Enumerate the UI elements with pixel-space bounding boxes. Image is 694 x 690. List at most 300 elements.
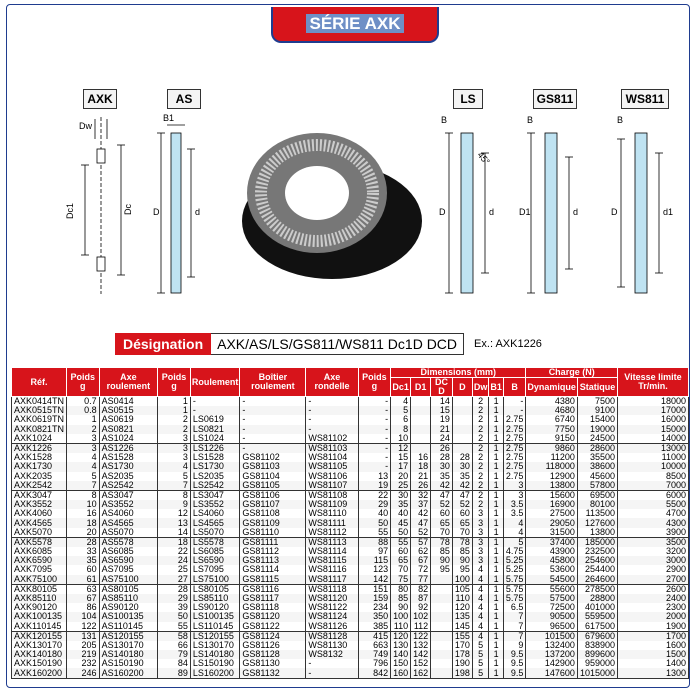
table-cell: 135 <box>452 612 472 621</box>
table-cell: 90 <box>391 603 411 612</box>
table-cell: WS8132 <box>306 650 358 659</box>
table-cell: 198 <box>452 668 472 678</box>
table-cell: 54500 <box>526 575 578 585</box>
table-cell: 2.75 <box>503 472 526 481</box>
table-cell: 7500 <box>577 397 617 407</box>
table-cell: AS0821 <box>99 425 158 434</box>
table-cell: 4700 <box>617 509 688 518</box>
table-cell <box>431 659 453 668</box>
table-cell: 232 <box>67 659 100 668</box>
table-cell: - <box>240 406 306 415</box>
table-cell: 3 <box>67 434 100 444</box>
table-cell: - <box>358 406 391 415</box>
table-cell: 102 <box>411 612 431 621</box>
table-cell: 1 <box>67 415 100 424</box>
table-cell: 178 <box>452 650 472 659</box>
table-cell: 9100 <box>577 406 617 415</box>
table-cell: AXK160200 <box>12 668 67 678</box>
table-cell: 2 <box>158 415 191 424</box>
table-cell: 1 <box>489 631 504 641</box>
table-cell: 1 <box>489 641 504 650</box>
table-cell: 32 <box>411 490 431 500</box>
table-cell: 132 <box>411 641 431 650</box>
table-cell: 105 <box>452 584 472 594</box>
table-cell: 4 <box>472 612 489 621</box>
table-body <box>12 397 689 679</box>
table-cell: - <box>358 415 391 424</box>
table-cell: AXK7095 <box>12 565 67 574</box>
table-cell: 4380 <box>526 397 578 407</box>
table-cell: GS81114 <box>240 565 306 574</box>
table-row <box>12 481 689 491</box>
table-cell <box>431 650 453 659</box>
table-cell: WS81115 <box>306 556 358 565</box>
table-cell: AS0515 <box>99 406 158 415</box>
table-cell: 60 <box>431 509 453 518</box>
table-cell: 28600 <box>577 443 617 453</box>
th-axe-roulement: Axe roulement <box>99 368 158 397</box>
table-cell: 57800 <box>577 481 617 491</box>
table-cell: LS2542 <box>190 481 240 491</box>
table-cell <box>431 668 453 678</box>
table-cell: AXK2542 <box>12 481 67 491</box>
table-cell: GS81128 <box>240 650 306 659</box>
table-cell: 350 <box>358 612 391 621</box>
table-cell: 1 <box>489 622 504 632</box>
table-cell: 31500 <box>526 528 578 538</box>
table-cell: 29050 <box>526 518 578 527</box>
table-cell: 5.75 <box>503 575 526 585</box>
table-cell <box>411 406 431 415</box>
table-cell: 2 <box>472 490 489 500</box>
table-cell <box>431 575 453 585</box>
ws811-washer <box>635 133 647 293</box>
table-cell: 1 <box>489 462 504 471</box>
table-cell: 122 <box>411 631 431 641</box>
table-cell: AXK90120 <box>12 603 67 612</box>
table-cell: AXK0619TN <box>12 415 67 424</box>
table-cell: - <box>240 425 306 434</box>
series-title <box>271 7 439 43</box>
table-cell: - <box>306 425 358 434</box>
table-cell: 7 <box>503 622 526 632</box>
table-cell: 1700 <box>617 631 688 641</box>
table-cell: 20 <box>67 528 100 538</box>
table-row <box>12 528 689 538</box>
table-cell: GS81120 <box>240 612 306 621</box>
table-cell: 15000 <box>617 425 688 434</box>
table-cell: LS2035 <box>190 472 240 481</box>
table-cell: LS5070 <box>190 528 240 538</box>
table-cell: 28 <box>158 584 191 594</box>
table-cell: 14 <box>431 397 453 407</box>
table-cell: 75 <box>391 575 411 585</box>
axk-roller-top <box>97 149 105 163</box>
table-cell: 2.75 <box>503 415 526 424</box>
table-cell: AS75100 <box>99 575 158 585</box>
table-cell: 2400 <box>617 594 688 603</box>
table-cell: 1015000 <box>577 668 617 678</box>
table-cell: WS81107 <box>306 481 358 491</box>
table-cell: 27500 <box>526 509 578 518</box>
table-cell: - <box>240 434 306 444</box>
th-dc1: Dc1 <box>391 378 411 397</box>
table-cell: 2700 <box>617 575 688 585</box>
table-cell: WS81117 <box>306 575 358 585</box>
table-cell: 842 <box>358 668 391 678</box>
table-cell: GS81105 <box>240 481 306 491</box>
table-cell: 61 <box>67 575 100 585</box>
table-cell: AXK3552 <box>12 500 67 509</box>
designation-bar <box>115 333 542 355</box>
table-cell: 101500 <box>526 631 578 641</box>
table-cell <box>452 415 472 424</box>
table-cell: 130 <box>391 641 411 650</box>
table-cell: - <box>358 462 391 471</box>
table-cell: LS1730 <box>190 462 240 471</box>
table-cell: 162 <box>411 668 431 678</box>
table-cell: AS0619 <box>99 415 158 424</box>
table-cell: 47 <box>411 518 431 527</box>
table-cell: 254400 <box>577 565 617 574</box>
dim-dc: Dc <box>123 204 133 215</box>
table-row <box>12 434 689 444</box>
table-cell: 2300 <box>617 603 688 612</box>
table-cell: AS140180 <box>99 650 158 659</box>
table-cell: 9.5 <box>503 659 526 668</box>
label-ws811: WS811 <box>621 89 669 109</box>
table-cell <box>411 415 431 424</box>
table-cell: 2 <box>472 500 489 509</box>
table-cell: 13 <box>158 518 191 527</box>
table-cell: WS81102 <box>306 434 358 444</box>
table-cell: 28 <box>431 453 453 462</box>
table-cell: 1 <box>489 434 504 444</box>
table-cell: 78 <box>431 537 453 547</box>
th-axe-rondelle: Axe rondelle <box>306 368 358 397</box>
table-cell: 749 <box>358 650 391 659</box>
table-cell <box>431 612 453 621</box>
table-cell: 30 <box>452 462 472 471</box>
table-cell: AXK150190 <box>12 659 67 668</box>
table-cell: AS4060 <box>99 509 158 518</box>
table-cell: 5.75 <box>503 584 526 594</box>
table-cell: - <box>358 397 391 407</box>
table-cell: 185000 <box>577 537 617 547</box>
table-cell: AS6085 <box>99 547 158 556</box>
table-cell: 1 <box>489 509 504 518</box>
table-cell: 123 <box>358 565 391 574</box>
table-cell: 55 <box>391 537 411 547</box>
table-cell: 13800 <box>526 481 578 491</box>
table-cell: LS1528 <box>190 453 240 462</box>
table-cell <box>452 406 472 415</box>
table-cell: AXK85110 <box>12 594 67 603</box>
table-cell: 63 <box>67 584 100 594</box>
table-cell: GS81132 <box>240 668 306 678</box>
table-cell: 234 <box>358 603 391 612</box>
table-cell: 87 <box>411 594 431 603</box>
table-cell: 5.25 <box>503 565 526 574</box>
table-cell: 2.75 <box>503 443 526 453</box>
table-cell: 67 <box>67 594 100 603</box>
table-cell: 838900 <box>577 641 617 650</box>
table-cell: 3.5 <box>503 509 526 518</box>
table-cell: LS160200 <box>190 668 240 678</box>
table-cell: 385 <box>358 622 391 632</box>
table-cell: AS100135 <box>99 612 158 621</box>
table-cell: 190 <box>452 659 472 668</box>
table-cell: 35 <box>452 472 472 481</box>
dim-gs-b: B <box>527 115 534 125</box>
table-cell: 2 <box>472 425 489 434</box>
table-cell: 1900 <box>617 622 688 632</box>
table-cell: 10 <box>391 434 411 444</box>
table-cell: 19000 <box>577 425 617 434</box>
table-cell: 2 <box>472 453 489 462</box>
table-cell <box>411 425 431 434</box>
table-cell: GS81122 <box>240 622 306 632</box>
th-poids: Poids g <box>67 368 100 397</box>
table-cell: 205 <box>67 641 100 650</box>
table-cell: LS5578 <box>190 537 240 547</box>
table-cell: - <box>306 406 358 415</box>
table-cell: LS7095 <box>190 565 240 574</box>
table-cell: 4 <box>472 603 489 612</box>
table-cell: 26 <box>431 443 453 453</box>
table-cell: 1 <box>489 556 504 565</box>
table-cell: 8 <box>391 425 411 434</box>
table-cell: 95 <box>452 565 472 574</box>
table-cell: 35 <box>391 500 411 509</box>
table-cell: 4 <box>67 453 100 462</box>
table-cell: 2 <box>67 425 100 434</box>
table-cell: 4 <box>472 584 489 594</box>
table-cell: 131 <box>67 631 100 641</box>
table-cell: 77 <box>411 575 431 585</box>
table-cell: 147600 <box>526 668 578 678</box>
th-dynamique: Dynamique <box>526 378 578 397</box>
table-cell: GS81107 <box>240 500 306 509</box>
table-cell: 3200 <box>617 547 688 556</box>
table-cell <box>452 425 472 434</box>
table-cell: 110 <box>452 594 472 603</box>
table-cell: 12 <box>158 509 191 518</box>
table-cell: 96500 <box>526 622 578 632</box>
table-cell: 27 <box>158 575 191 585</box>
table-cell: 7 <box>67 481 100 491</box>
table-cell: AXK4060 <box>12 509 67 518</box>
table-cell: 100 <box>391 612 411 621</box>
table-cell: 55 <box>158 622 191 632</box>
th-dimensions: Dimensions (mm) <box>391 368 526 378</box>
designation-label: Désignation <box>115 333 211 355</box>
th-d1: D1 <box>411 378 431 397</box>
table-cell: 29 <box>358 500 391 509</box>
table-cell: - <box>240 415 306 424</box>
table-cell: 29 <box>158 594 191 603</box>
table-cell: 72 <box>411 565 431 574</box>
table-cell: 45800 <box>526 556 578 565</box>
table-cell: AS90120 <box>99 603 158 612</box>
table-cell: 1 <box>489 415 504 424</box>
table-cell: 2 <box>472 397 489 407</box>
table-cell: 1 <box>489 612 504 621</box>
table-cell: 60 <box>67 565 100 574</box>
table-cell: 1 <box>489 425 504 434</box>
table-cell: 12 <box>391 443 411 453</box>
table-cell: WS81104 <box>306 453 358 462</box>
table-cell: 1 <box>489 528 504 538</box>
table-cell: 4 <box>67 462 100 471</box>
table-cell: AS0414 <box>99 397 158 407</box>
table-cell: LS130170 <box>190 641 240 650</box>
table-cell <box>411 434 431 444</box>
table-cell: 43900 <box>526 547 578 556</box>
table-cell: GS81118 <box>240 603 306 612</box>
table-cell: 42 <box>452 481 472 491</box>
catalog-page <box>6 4 690 688</box>
th-vitesse: Vitesse limite Tr/min. <box>617 368 688 397</box>
table-cell: 150 <box>391 659 411 668</box>
table-cell: AS160200 <box>99 668 158 678</box>
dim-gs-d1: D1 <box>519 207 531 217</box>
table-cell: GS81110 <box>240 528 306 538</box>
table-cell: 254600 <box>577 556 617 565</box>
table-cell: 11200 <box>526 453 578 462</box>
table-cell: 5 <box>158 472 191 481</box>
dim-ws-d1: d1 <box>663 207 674 217</box>
table-cell: 84 <box>158 659 191 668</box>
table-cell: AS110145 <box>99 622 158 632</box>
table-cell: LS1226 <box>190 443 240 453</box>
table-cell: WS81109 <box>306 500 358 509</box>
table-cell: LS85110 <box>190 594 240 603</box>
table-cell: AS1024 <box>99 434 158 444</box>
table-cell: WS81130 <box>306 641 358 650</box>
table-cell: 19 <box>358 481 391 491</box>
table-cell: 559500 <box>577 612 617 621</box>
table-cell: AXK5070 <box>12 528 67 538</box>
dim-ws-d: D <box>611 207 618 217</box>
table-cell: 2 <box>472 472 489 481</box>
table-cell: 1 <box>489 481 504 491</box>
table-cell: 1 <box>489 584 504 594</box>
table-cell: AXK80105 <box>12 584 67 594</box>
table-cell: - <box>190 397 240 407</box>
table-cell: 1 <box>489 490 504 500</box>
table-cell: 92 <box>411 603 431 612</box>
th-statique: Statique <box>577 378 617 397</box>
th-d: D <box>452 378 472 397</box>
table-cell: 796 <box>358 659 391 668</box>
table-cell <box>431 631 453 641</box>
ls-washer <box>461 133 473 293</box>
th-charge: Charge (N) <box>526 368 618 378</box>
table-cell <box>431 594 453 603</box>
table-cell: 1 <box>489 650 504 659</box>
table-cell: 26 <box>411 481 431 491</box>
table-cell: AS1528 <box>99 453 158 462</box>
table-cell: 70 <box>452 528 472 538</box>
table-cell: - <box>240 397 306 407</box>
table-cell: 122 <box>67 622 100 632</box>
dim-angle: 45° <box>475 149 492 167</box>
table-cell: AXK100135 <box>12 612 67 621</box>
table-cell: AS130170 <box>99 641 158 650</box>
table-cell: WS81122 <box>306 603 358 612</box>
table-cell: 16000 <box>617 415 688 424</box>
table-cell: 3.5 <box>503 500 526 509</box>
table-cell: 85 <box>452 547 472 556</box>
table-cell: 1 <box>489 500 504 509</box>
table-cell: WS81124 <box>306 612 358 621</box>
table-cell: 1 <box>489 397 504 407</box>
table-cell: 1 <box>489 565 504 574</box>
table-cell: 151 <box>358 584 391 594</box>
th-b1: B1 <box>489 378 504 397</box>
dim-as-d-small: d <box>195 207 201 217</box>
table-cell: 47 <box>431 490 453 500</box>
table-cell <box>411 397 431 407</box>
table-cell: LS6590 <box>190 556 240 565</box>
table-cell: - <box>358 453 391 462</box>
table-cell: 6740 <box>526 415 578 424</box>
table-cell: 959000 <box>577 659 617 668</box>
table-cell: GS81115 <box>240 575 306 585</box>
table-cell: 4 <box>472 594 489 603</box>
table-cell: 152 <box>411 659 431 668</box>
table-cell: 3000 <box>617 556 688 565</box>
table-cell: 137200 <box>526 650 578 659</box>
table-cell: 65 <box>391 556 411 565</box>
dim-b1: B1 <box>163 113 175 123</box>
table-cell: 4 <box>503 518 526 527</box>
table-cell: 14000 <box>617 434 688 444</box>
table-cell <box>431 603 453 612</box>
table-cell: 9 <box>158 500 191 509</box>
table-cell: 115 <box>358 556 391 565</box>
table-cell: 5 <box>67 472 100 481</box>
table-cell: 0.8 <box>67 406 100 415</box>
table-cell: 1 <box>489 575 504 585</box>
table-cell <box>452 397 472 407</box>
table-cell: 3 <box>472 547 489 556</box>
table-header <box>12 368 689 397</box>
table-cell: - <box>306 668 358 678</box>
table-cell: LS0619 <box>190 415 240 424</box>
table-cell: 45 <box>391 518 411 527</box>
table-cell: AXK0414TN <box>12 397 67 407</box>
table-cell: GS81111 <box>240 537 306 547</box>
table-cell: AXK130170 <box>12 641 67 650</box>
table-cell: 14 <box>158 528 191 538</box>
table-cell: 3500 <box>617 537 688 547</box>
table-cell: LS110145 <box>190 622 240 632</box>
table-cell: WS81112 <box>306 528 358 538</box>
table-cell: 55 <box>358 528 391 538</box>
table-cell: AXK1528 <box>12 453 67 462</box>
table-cell: 1300 <box>617 668 688 678</box>
table-cell: 1 <box>489 659 504 668</box>
table-cell: 9860 <box>526 443 578 453</box>
table-cell: 21 <box>431 425 453 434</box>
table-cell: 28 <box>452 453 472 462</box>
dim-as-d: D <box>153 207 160 217</box>
as-washer <box>171 133 181 293</box>
table-cell: 5 <box>391 406 411 415</box>
table-cell: 70 <box>391 565 411 574</box>
